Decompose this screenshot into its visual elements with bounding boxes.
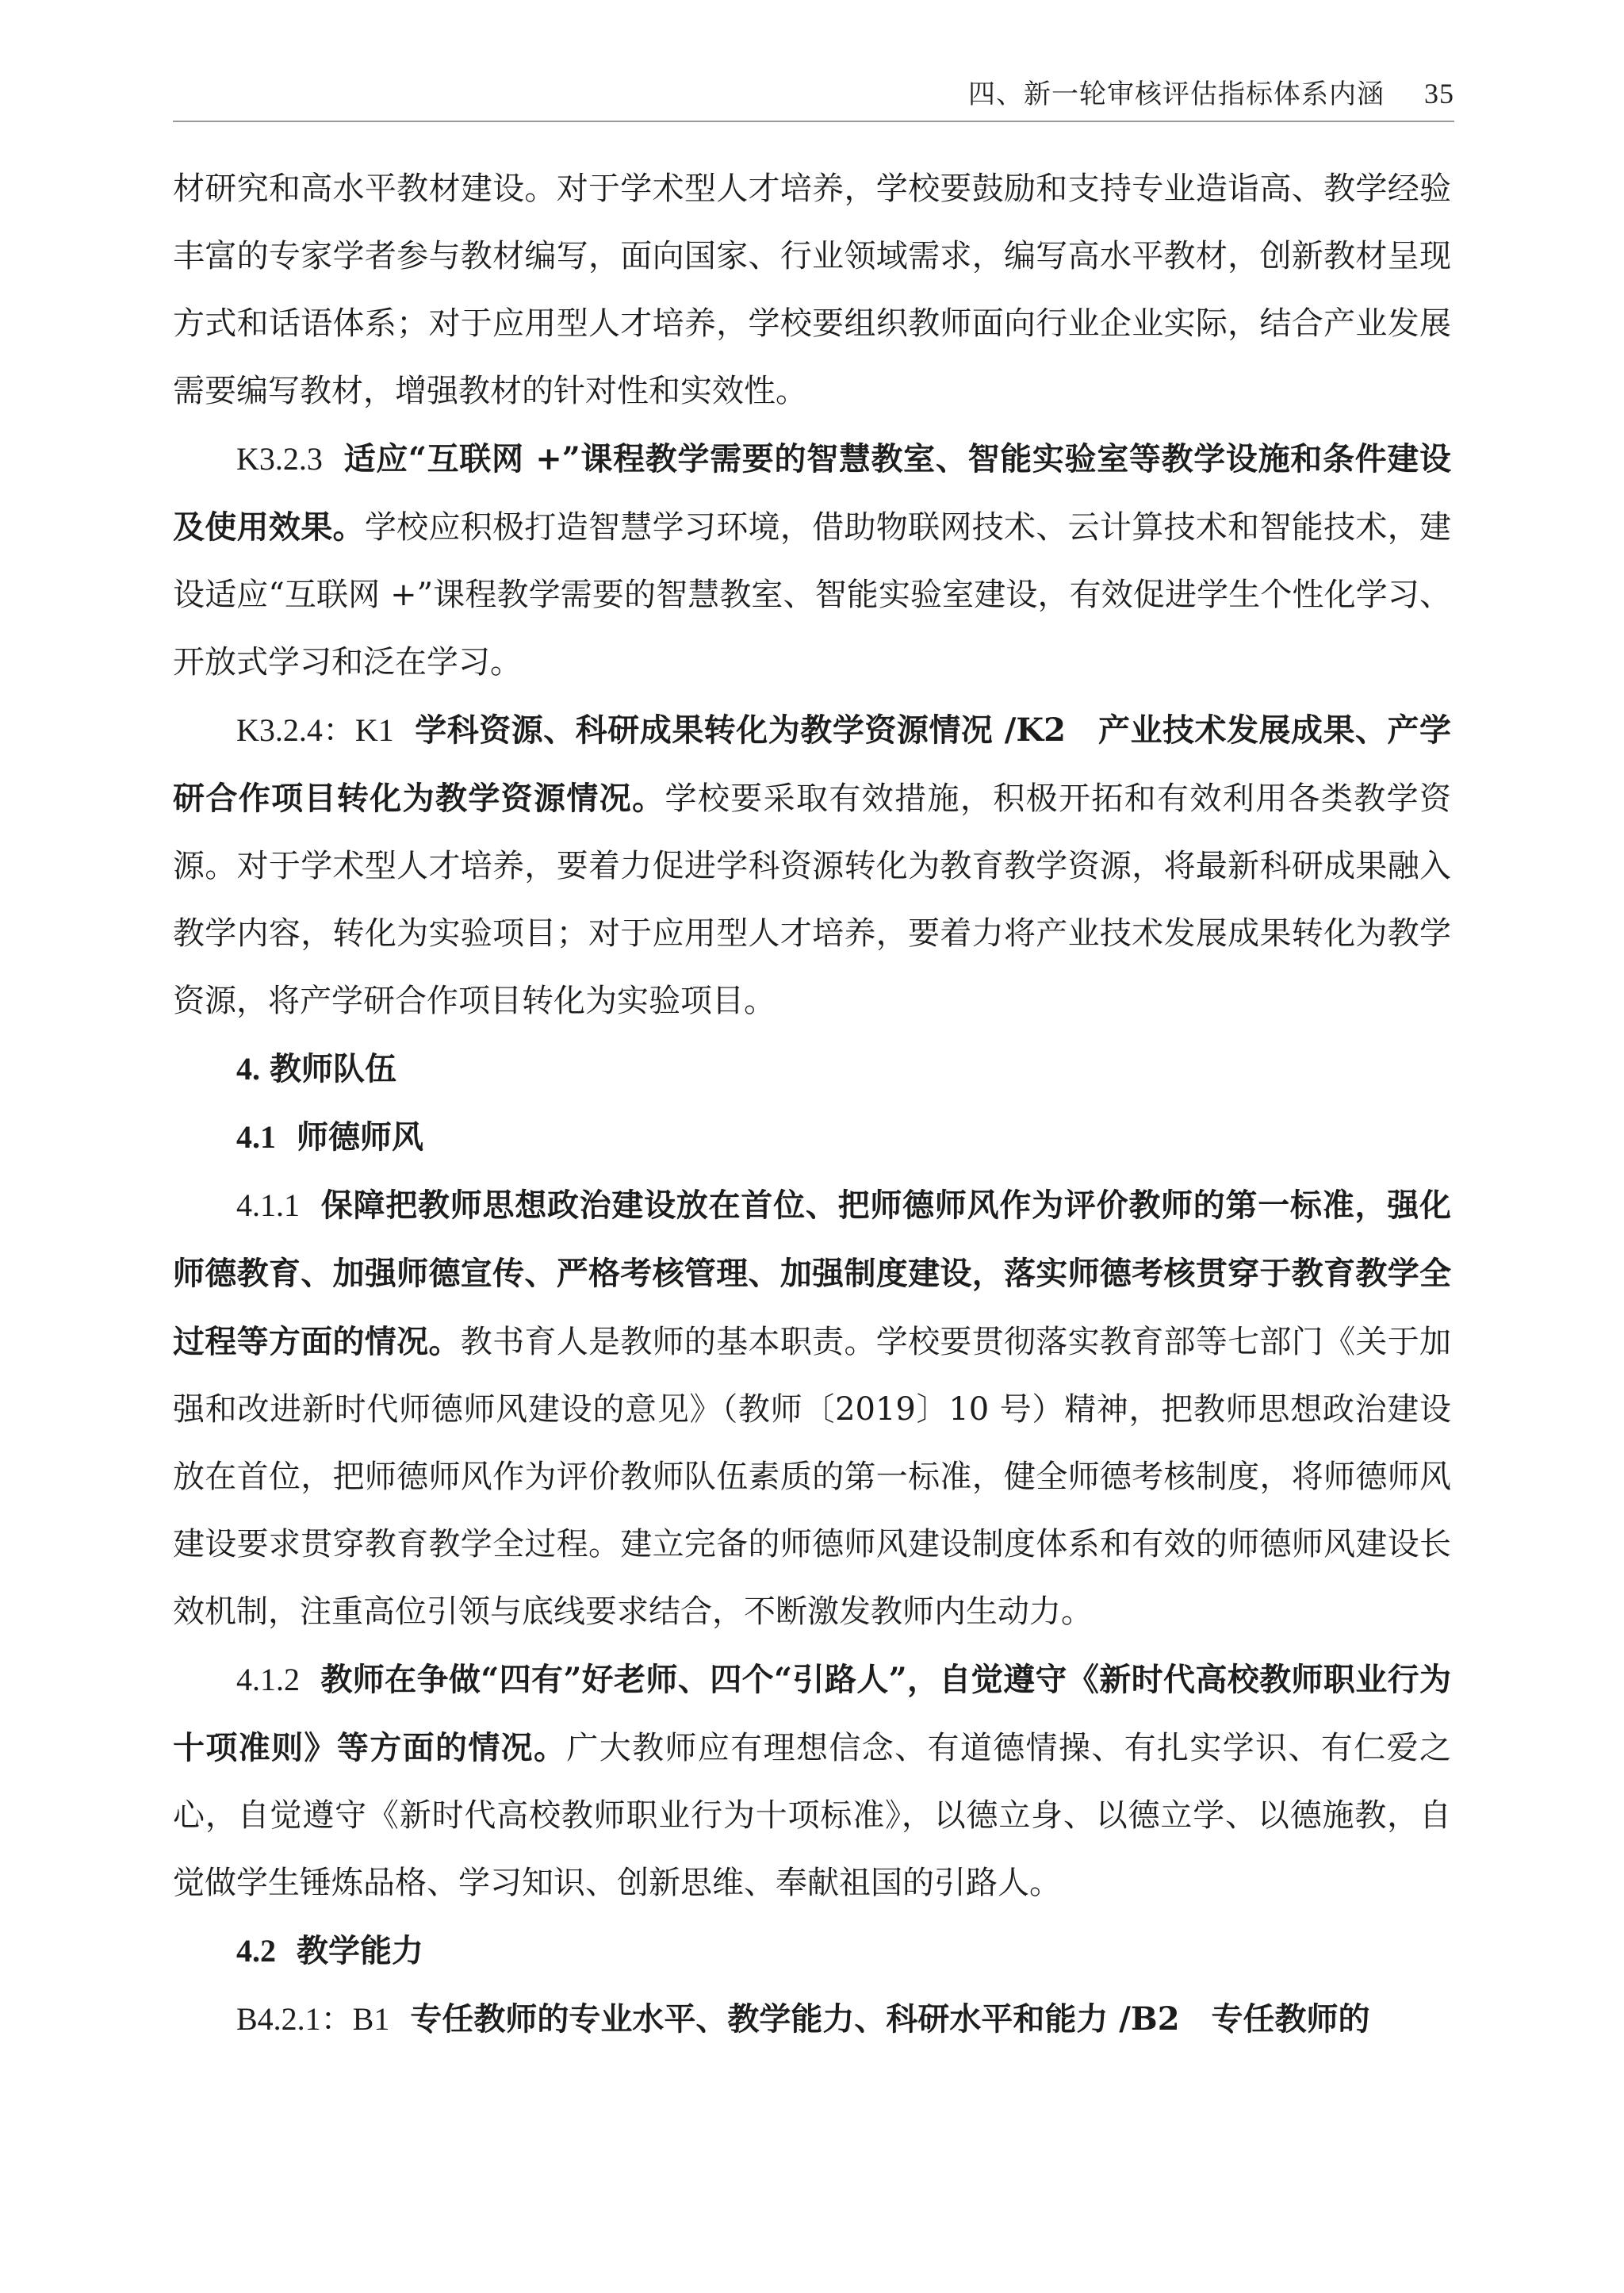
indicator-code: 4.1.1 [236, 1187, 300, 1223]
indicator-title-text: 专任教师的专业水平、教学能力、科研水平和能力 /B2 专任教师的 [410, 2000, 1370, 2038]
indicator-title [236, 2000, 1370, 2038]
indicator-title-text: 适应“互联网 +”课程教学需要的智慧教室、智能实验室等教学设施和条件建设及使用效果。 [173, 440, 1451, 546]
indicator-title-text: 学科资源、科研成果转化为教学资源情况 /K2 产业技术发展成果、产学研合作项目转化为教学资源情况。 [173, 711, 1451, 817]
paragraph-continuation: 材研究和高水平教材建设。对于学术型人才培养，学校要鼓励和支持专业造诣高、教学经验丰富的专家学者参与教材编写，面向国家、行业领域需求，编写高水平教材，创新教材呈现方式和话语体系；对于应用型人才培养，学校要组织教师面向行业企业实际，结合产业发展需要编写教材，增强教材的针对性和实效性。 [173, 171, 1451, 409]
section-title: 教学能力 [297, 1932, 423, 1969]
indicator-description: 学校应积极打造智慧学习环境，借助物联网技术、云计算技术和智能技术，建设适应“互联网 +”课程教学需要的智慧教室、智能实验室建设，有效促进学生个性化学习、开放式学习和泛在学习。 [173, 509, 1452, 681]
section-title: 师德师风 [297, 1118, 423, 1156]
indicator-title-text: 教师在争做“四有”好老师、四个“引路人”，自觉遵守《新时代高校教师职业行为十项准则》等方面的情况。 [173, 1661, 1451, 1766]
indicator-description: 广大教师应有理想信念、有道德情操、有扎实学识、有仁爱之心，自觉遵守《新时代高校教师职业行为十项标准》，以德立身、以德立学、以德施教，自觉做学生锤炼品格、学习知识、创新思维、奉献祖国的引路人。 [173, 1730, 1452, 1901]
section-number: 4.2 [236, 1933, 276, 1969]
indicator-title-text: 保障把教师思想政治建设放在首位、把师德师风作为评价教师的第一标准，强化师德教育、加强师德宣传、严格考核管理、加强制度建设，落实师德考核贯穿于教育教学全过程等方面的情况。 [173, 1187, 1451, 1360]
indicator-description: 学校要采取有效措施，积极开拓和有效利用各类教学资源。对于学术型人才培养，要着力促进学科资源转化为教育教学资源，将最新科研成果融入教学内容，转化为实验项目；对于应用型人才培养，要着力将产业技术发展成果转化为教学资源，将产学研合作项目转化为实验项目。 [173, 780, 1452, 1019]
indicator-code: 4.1.2 [236, 1662, 300, 1697]
indicator-code: B4.2.1：B1 [236, 2001, 390, 2037]
section-heading-4-2 [173, 1917, 1451, 1985]
paragraph-b4-2-1 [173, 1985, 1451, 2053]
document-body [173, 155, 1451, 2053]
section-heading-4 [173, 1035, 1451, 1103]
section-title: 教师队伍 [270, 1050, 396, 1087]
running-title: 四、新一轮审核评估指标体系内涵 [968, 79, 1385, 110]
header-divider [173, 121, 1454, 122]
paragraph-k3-2-4 [173, 696, 1451, 1035]
paragraph-k3-2-3 [173, 425, 1451, 696]
section-number: 4.1 [236, 1119, 276, 1155]
paragraph-4-1-1 [173, 1171, 1451, 1646]
running-header [968, 76, 1454, 112]
indicator-code: K3.2.4：K1 [236, 712, 394, 748]
indicator-code: K3.2.3 [236, 441, 323, 477]
page-number: 35 [1424, 78, 1454, 109]
indicator-description: 教书育人是教师的基本职责。学校要贯彻落实教育部等七部门《关于加强和改进新时代师德师风建设的意见》（教师〔2019〕10 号）精神，把教师思想政治建设放在首位，把师德师风作为评价教师队伍素质的第一标准，健全师德考核制度，将师德师风建设要求贯穿教育教学全过程。建立完备的师德师风建设制度体系和有效的师德师风建设长效机制，注重高位引领与底线要求结合，不断激发教师内生动力。 [173, 1324, 1452, 1630]
section-number: 4. [236, 1051, 260, 1087]
section-heading-4-1 [173, 1103, 1451, 1171]
paragraph-4-1-2 [173, 1646, 1451, 1917]
